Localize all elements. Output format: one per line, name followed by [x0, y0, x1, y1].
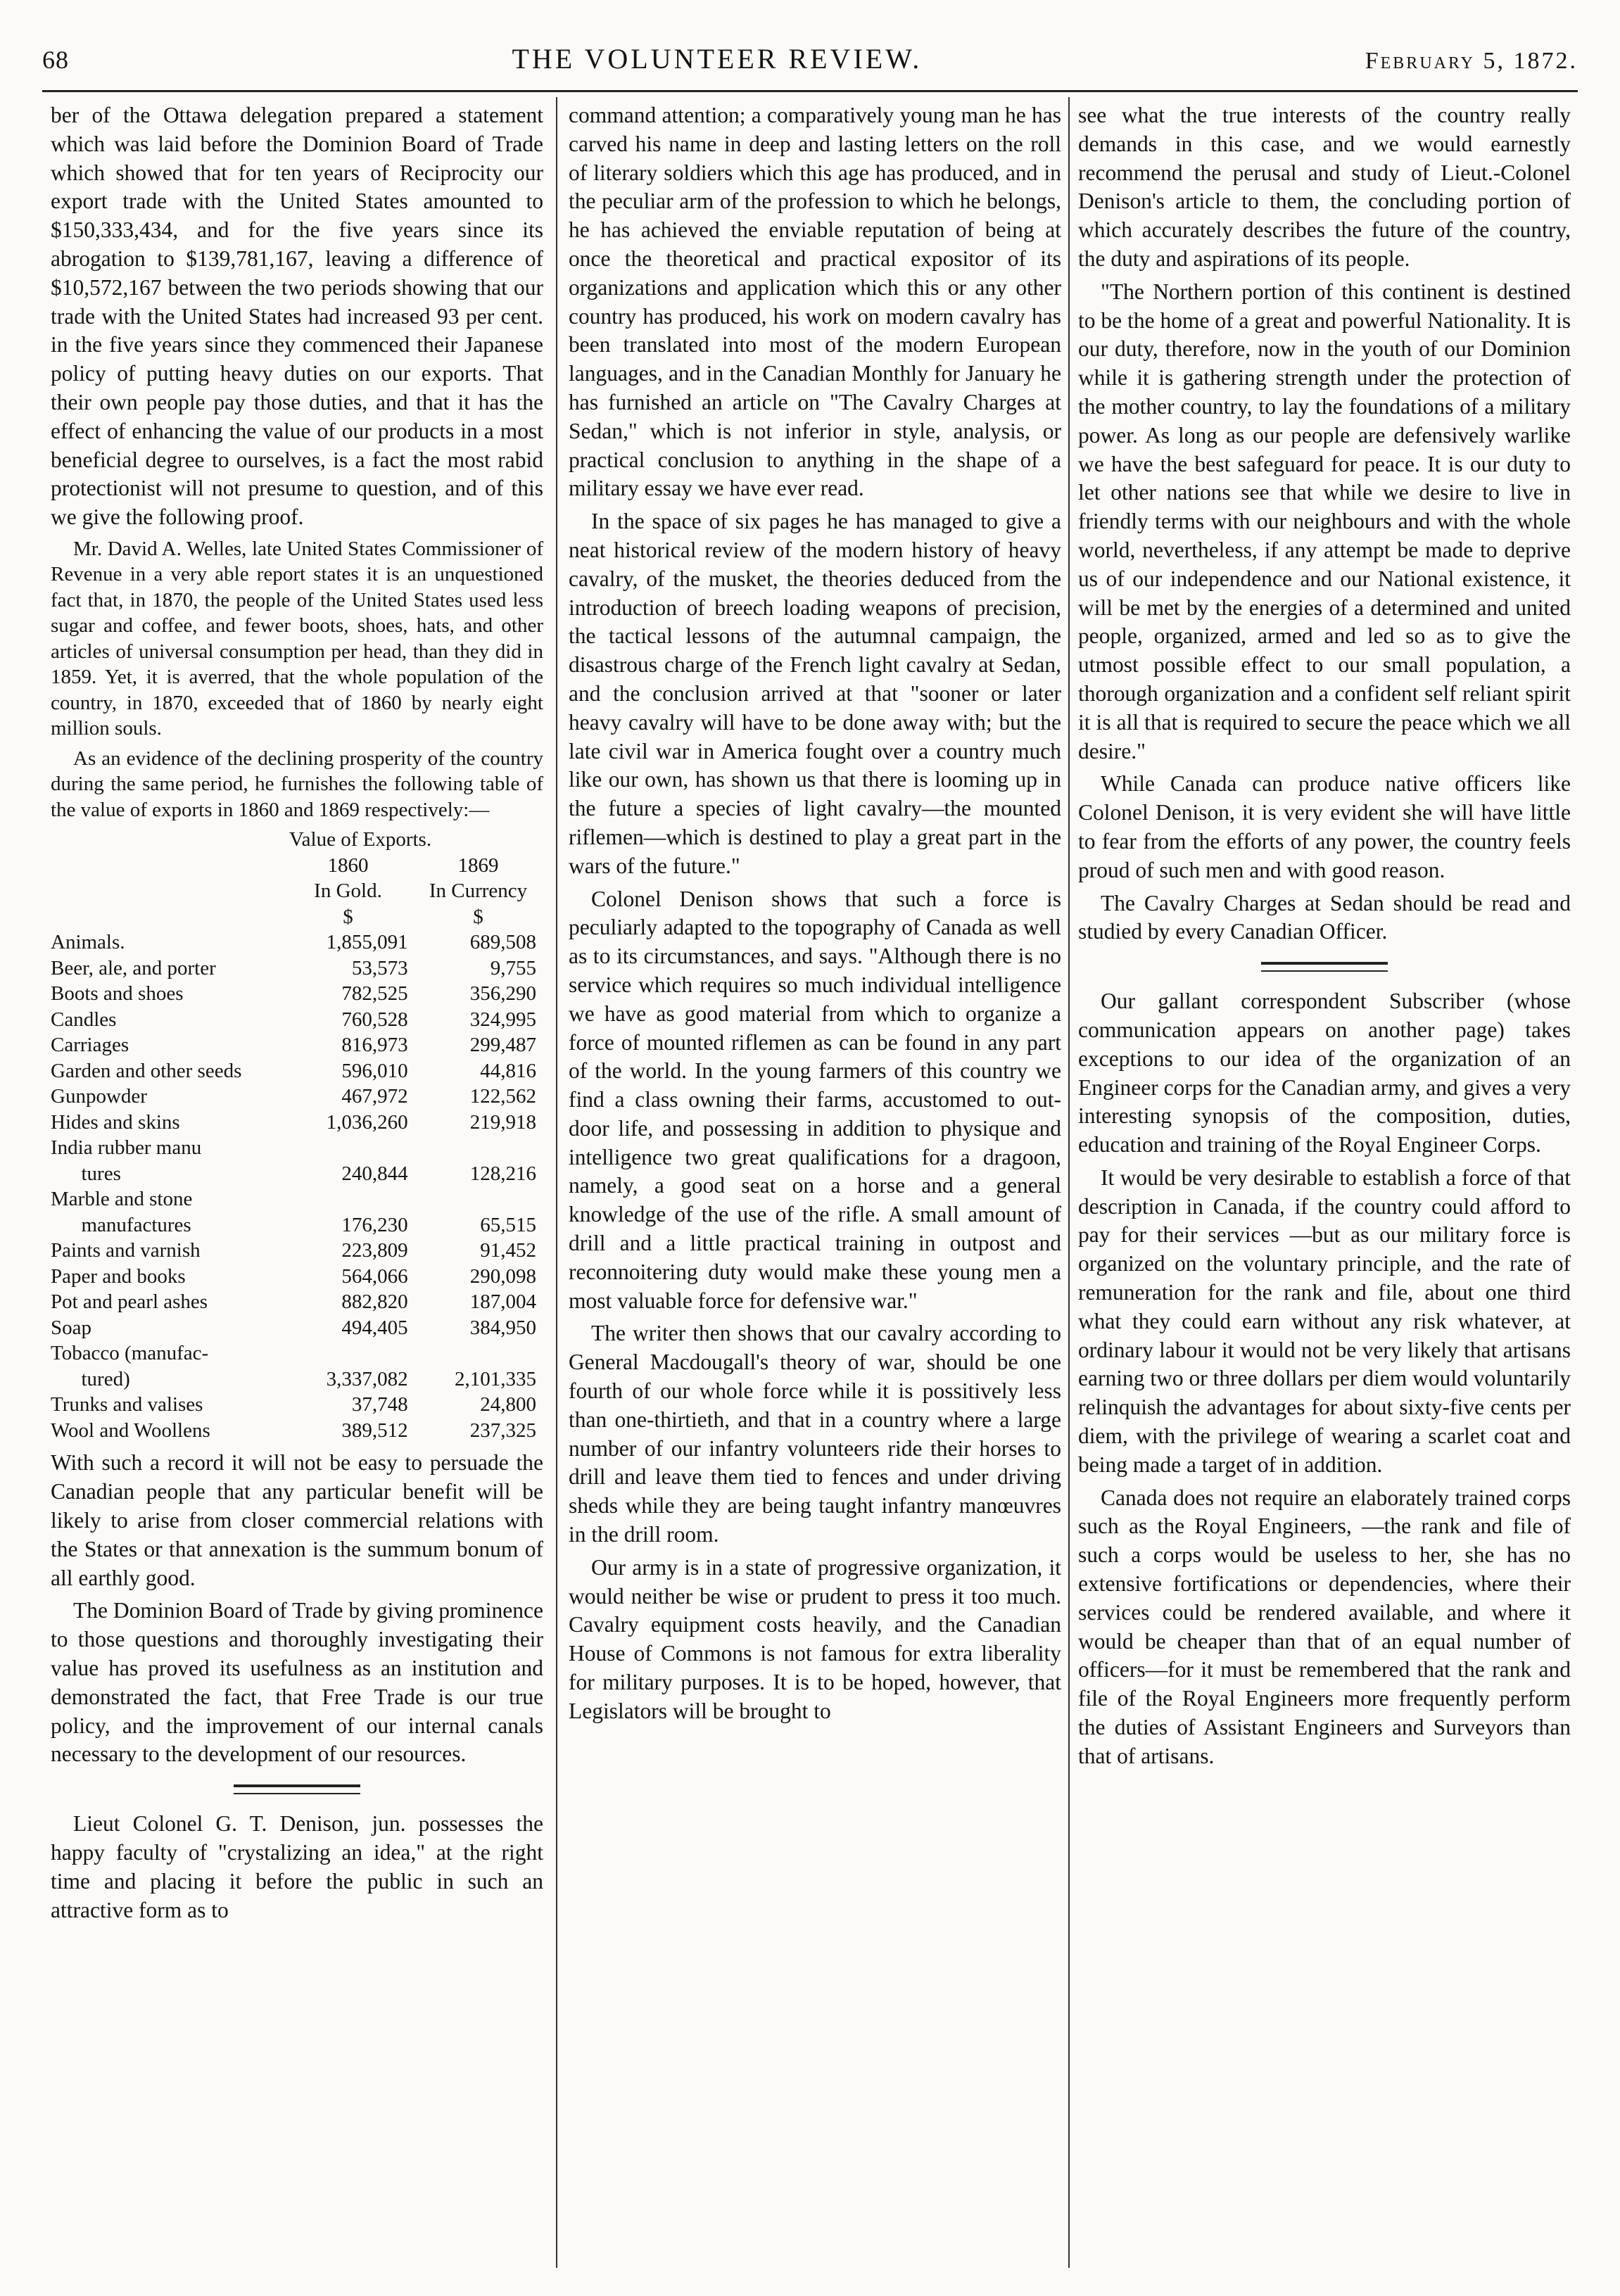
- table-row: [51, 1289, 543, 1315]
- table-cell-1869: 219,918: [469, 1110, 536, 1134]
- table-cell-1860: 389,512: [341, 1419, 408, 1442]
- paragraph: command attention; a comparatively young man he has carved his name in deep and lasting letters on the roll of literary soldiers which this age has produced, and in the peculiar arm of the profession to which he belongs, he has achieved the enviable reputation of being at once the theoretical and practical expositor of its organizations and application which this or any other country has produced, his work on modern cavalry has been translated into most of the modern European languages, and in the Canadian Monthly for January he has furnished an article on "The Cavalry Charges at Sedan," which is not inferior in style, analysis, or practical conclusion to anything in the shape of a military essay we have ever read.: [569, 103, 1061, 501]
- table-cell-1869: 24,800: [480, 1393, 536, 1416]
- issue-date: February 5, 1872.: [1365, 48, 1578, 74]
- column-separator: [1068, 97, 1070, 2268]
- table-cell-1869: 324,995: [469, 1008, 536, 1031]
- table-cell-article: India rubber manu: [51, 1136, 202, 1160]
- table-cell-1869: 128,216: [469, 1162, 536, 1185]
- table-row: [51, 1135, 543, 1161]
- table-cell-1869: 2,101,335: [455, 1367, 536, 1390]
- unit-gold: In Gold.: [314, 880, 382, 903]
- table-cell-1860: 53,573: [351, 956, 408, 979]
- table-cell-1869: 91,452: [480, 1239, 536, 1262]
- paragraph: The writer then shows that our cavalry according to General Macdougall's theory of war, should be one fourth of our whole force while it is possitively less than one-thirtieth, and that in a country where a large number of our infantry volunteers ride their horses to drill and leave them tied to fences and under driving sheds while they are being taught infantry manœuvres in the drill room.: [569, 1321, 1061, 1547]
- paragraph: ber of the Ottawa delegation prepared a statement which was laid before the Dominion Board of Trade which showed that for ten years of Reciprocity our export trade with the United States amounted to $150,333,434, and for the five years since its abrogation to $139,781,167, leaving a difference of $10,572,167 between the two periods showing that our trade with the United States had increased 93 per cent. in the five years since they commenced their Japanese policy of putting heavy duties on our exports. That their own people pay those duties, and that it has the effect of enhancing the value of our products in a most beneficial degree to ourselves, is a fact the most rabid protectionist will not presume to question, and of this we give the following proof.: [51, 103, 543, 530]
- table-cell-article: Animals.: [51, 931, 125, 954]
- unit-currency: In Currency: [429, 880, 528, 903]
- table-cell-article: Marble and stone: [51, 1188, 193, 1211]
- table-cell-1860: 782,525: [341, 982, 408, 1006]
- table-row: [51, 930, 543, 956]
- table-cell-article: Trunks and valises: [51, 1393, 203, 1416]
- table-cell-article: manufactures: [51, 1213, 191, 1236]
- table-cell-1860: 176,230: [341, 1213, 408, 1236]
- table-row: [51, 1084, 543, 1110]
- table-cell-1869: 187,004: [469, 1290, 536, 1314]
- table-row: [51, 956, 543, 982]
- table-cell-article: Hides and skins: [51, 1110, 180, 1134]
- currency-symbol: $: [343, 905, 353, 928]
- year-1869: 1869: [457, 854, 499, 877]
- table-cell-1869: 237,325: [469, 1419, 536, 1442]
- table-cell-article: Gunpowder: [51, 1085, 147, 1108]
- table-header-years: [51, 853, 543, 879]
- paragraph: "The Northern portion of this continent is destined to be the home of a great and powerful Nationality. It is our duty, therefore, now in the youth of our Dominion while it is gathering strength under the protection of the mother country, to lay the foundations of a military power. As long as our people are defensively warlike we have the best safeguard for peace. It is our duty to let other nations see that while we desire to live in friendly terms with our neighbours and with the whole world, nevertheless, if any attempt be made to deprive us of our independence and our National existence, it will be met by the energies of a determined and united people, organized, armed and led so as to give the utmost possible effect to our small population, a thorough organization and a confident self reliant spirit it is all that is required to secure the peace which we all desire.": [1078, 279, 1571, 763]
- paragraph: Lieut Colonel G. T. Denison, jun. possesses the happy faculty of "crystalizing an idea," at the right time and placing it before the public in such an attractive form as to: [51, 1811, 543, 1922]
- column-right: [1078, 101, 1571, 1775]
- table-cell-1869: [408, 1186, 543, 1212]
- table-cell-1860: 596,010: [341, 1059, 408, 1082]
- column-middle: [569, 101, 1061, 1730]
- table-cell-article: tured): [51, 1367, 130, 1390]
- table-cell-1860: 1,855,091: [326, 931, 408, 954]
- exports-table: [51, 827, 543, 1443]
- year-1860: 1860: [327, 854, 369, 877]
- column-separator: [556, 97, 557, 2268]
- table-cell-1869: 9,755: [490, 956, 536, 979]
- paragraph: With such a record it will not be easy to persuade the Canadian people that any particular benefit will be likely to arise from closer commercial relations with the States or that annexation is the summum bonum of all earthly good.: [51, 1450, 543, 1590]
- header-rule: [42, 90, 1578, 92]
- table-cell-1860: 3,337,082: [326, 1367, 408, 1390]
- paragraph: see what the true interests of the country really demands in this case, and we would earnestly recommend the perusal and study of Lieut.-Colonel Denison's article to them, the concluding portion of which accurately describes the future of the country, the duty and aspirations of its people.: [1078, 103, 1571, 271]
- table-row: [51, 1110, 543, 1136]
- masthead-title: THE VOLUNTEER REVIEW.: [512, 43, 923, 75]
- table-row: [51, 1186, 543, 1212]
- table-cell-1869: 299,487: [469, 1034, 536, 1057]
- table-cell-1869: 290,098: [469, 1264, 536, 1288]
- table-row: [51, 1212, 543, 1238]
- table-cell-1860: 467,972: [341, 1085, 408, 1108]
- table-row: [51, 1315, 543, 1341]
- table-cell-article: Carriages: [51, 1034, 129, 1057]
- table-cell-1860: 37,748: [351, 1393, 408, 1416]
- table-row: [51, 1340, 543, 1366]
- table-cell-1860: 494,405: [341, 1316, 408, 1339]
- page-number: 68: [42, 46, 69, 74]
- table-row: [51, 1007, 543, 1033]
- table-cell-1860: 564,066: [341, 1264, 408, 1288]
- paragraph: Canada does not require an elaborately trained corps such as the Royal Engineers, —the rank and file of such a corps would be useless to her, she has no extensive fortifications or dependencies, where their services could be rendered available, and where it would be cheaper than that of an equal number of officers—for it must be remembered that the rank and file of the Royal Engineers more frequently perform the duties of Assistant Engineers and Surveyors than that of artisans.: [1078, 1485, 1571, 1768]
- table-cell-1860: 882,820: [341, 1290, 408, 1314]
- table-row: [51, 1264, 543, 1290]
- table-cell-1869: 122,562: [469, 1085, 536, 1108]
- table-cell-1869: [408, 1135, 543, 1161]
- table-cell-article: Paper and books: [51, 1264, 186, 1288]
- table-cell-article: Wool and Woollens: [51, 1419, 210, 1442]
- table-cell-1860: 1,036,260: [326, 1110, 408, 1134]
- paragraph: While Canada can produce native officers like Colonel Denison, it is very evident she will have little to fear from the efforts of any power, the country feels proud of such men and with good reason.: [1078, 771, 1571, 882]
- table-cell-1869: 44,816: [480, 1059, 536, 1082]
- table-row: [51, 1418, 543, 1444]
- paragraph: As an evidence of the declining prosperity of the country during the same period, he furnishes the following table of the value of exports in 1860 and 1869 respectively:—: [51, 747, 543, 821]
- table-row: [51, 1366, 543, 1393]
- table-cell-article: Beer, ale, and porter: [51, 956, 216, 979]
- table-cell-1860: 223,809: [341, 1239, 408, 1262]
- table-cell-1869: 65,515: [480, 1213, 536, 1236]
- table-cell-article: tures: [51, 1162, 121, 1185]
- table-cell-article: Paints and varnish: [51, 1239, 201, 1262]
- table-cell-article: Soap: [51, 1316, 91, 1339]
- table-row: [51, 1032, 543, 1058]
- table-row: [51, 1392, 543, 1418]
- paragraph: Our army is in a state of progressive organization, it would neither be wise or prudent to press it too much. Cavalry equipment costs heavily, and the Canadian House of Commons is not famous for extra liberality for military purposes. It is to be hoped, however, that Legislators will be brought to: [569, 1554, 1061, 1723]
- table-cell-article: Tobacco (manufac-: [51, 1342, 209, 1365]
- table-cell-article: Candles: [51, 1008, 117, 1031]
- table-row: [51, 1161, 543, 1187]
- table-cell-1860: 816,973: [341, 1034, 408, 1057]
- paragraph: In the space of six pages he has managed to give a neat historical review of the modern history of heavy cavalry, of the musket, the theories deduced from the introduction of breech loading weapons of precision, the tactical lessons of the autumnal campaign, the disastrous charge of the French light cavalry at Sedan, and the conclusion arrived at that "sooner or later heavy cavalry will have to be done away with; but the late civil war in America fought over a country much like our own, has shown us that there is looming up in the future a species of light cavalry—the mounted riflemen—which is destined to play a great part in the wars of the future.": [569, 509, 1061, 878]
- paragraph: Our gallant correspondent Subscriber (whose communication appears on another page) takes exceptions to our idea of the organization of an Engineer corps for the Canadian army, and gives a very interesting synopsis of the composition, duties, education and training of the Royal Engineer Corps.: [1078, 989, 1571, 1157]
- table-body: [51, 930, 543, 1443]
- table-row: [51, 1058, 543, 1084]
- table-row: [51, 1238, 543, 1264]
- table-cell-1860: [279, 1340, 407, 1366]
- paragraph: It would be very desirable to establish a force of that description in Canada, if the country could afford to pay for their services —but as our military force is organized on the voluntary principle, and the rate of remuneration for the rank and file, about one third what they could earn without any risk whatever, at ordinary labour it would not be very likely that artisans earning two or three dollars per diem would voluntarily relinquish the advantages for about sixty-five cents per diem, with the privilege of wearing a scarlet coat and being made a target of in addition.: [1078, 1165, 1571, 1477]
- section-divider: [1261, 962, 1388, 972]
- table-cell-article: Boots and shoes: [51, 982, 184, 1006]
- paragraph: The Dominion Board of Trade by giving prominence to those questions and thoroughly investigating their value has proved its usefulness as an institution and demonstrated the fact, that Free Trade is our true policy, and the improvement of our internal canals necessary to the development of our resources.: [51, 1598, 543, 1767]
- table-cell-1869: 356,290: [469, 982, 536, 1006]
- column-left: [51, 101, 543, 1929]
- table-header-currency: [51, 904, 543, 930]
- table-header-units: [51, 878, 543, 904]
- table-cell-article: Garden and other seeds: [51, 1059, 242, 1082]
- table-cell-1860: 760,528: [341, 1008, 408, 1031]
- paragraph: The Cavalry Charges at Sedan should be read and studied by every Canadian Officer.: [1078, 890, 1571, 944]
- table-cell-1869: [408, 1340, 543, 1366]
- table-cell-1869: 384,950: [469, 1316, 536, 1339]
- table-cell-1860: [279, 1135, 407, 1161]
- currency-symbol: $: [473, 905, 483, 928]
- table-cell-1860: 240,844: [341, 1162, 408, 1185]
- paragraph: Colonel Denison shows that such a force is peculiarly adapted to the topography of Canada as well as to its circumstances, and says. "Although there is no service which requires so much individual intelligence we have as good material from which to organize a force of mounted riflemen as can be found in any part of the world. In the young farmers of this country we find a class owning their farms, accustomed to out-door life, and possessing in addition to physique and intelligence two great qualifications for a dragoon, namely, a good seat on a horse and a general knowledge of the use of the rifle. A small amount of drill and a little practical training in outpost and reconnoitering duty would make these young men a most valuable force for defensive war.": [569, 886, 1061, 1313]
- section-divider: [234, 1784, 360, 1794]
- table-title: Value of Exports.: [289, 828, 432, 851]
- table-cell-1860: [279, 1186, 407, 1212]
- table-row: [51, 981, 543, 1007]
- table-cell-article: Pot and pearl ashes: [51, 1290, 208, 1314]
- paragraph: Mr. David A. Welles, late United States Commissioner of Revenue in a very able report states it is an unquestioned fact that, in 1870, the people of the United States used less sugar and coffee, and fewer boots, shoes, hats, and other articles of universal consumption per head, than they did in 1859. Yet, it is averred, that the whole population of the country, in 1870, exceeded that of 1860 by nearly eight million souls.: [51, 537, 543, 740]
- table-cell-1869: 689,508: [469, 931, 536, 954]
- page-header: [42, 42, 1578, 86]
